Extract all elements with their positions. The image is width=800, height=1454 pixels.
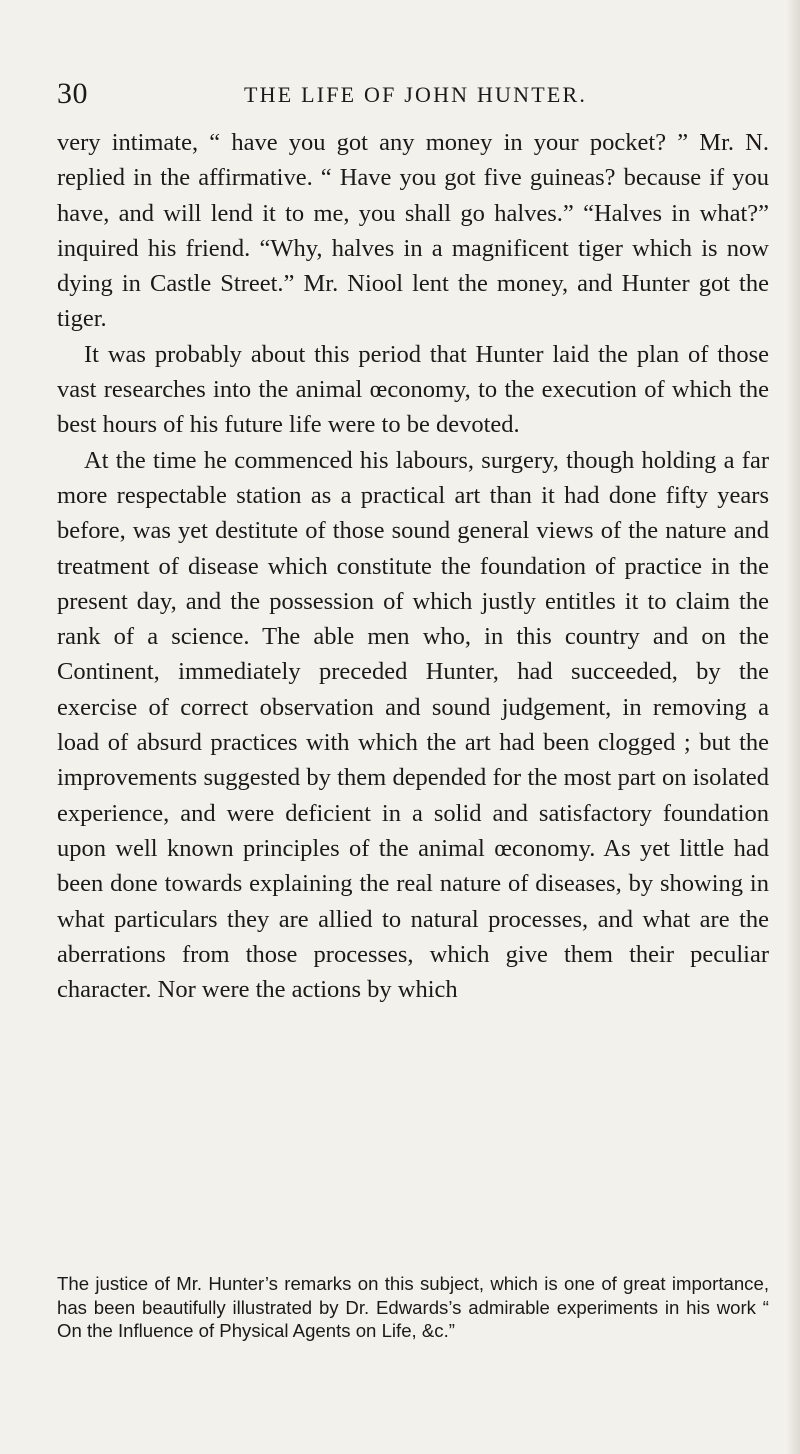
footnote [57, 1272, 769, 1343]
paragraph-researches: It was probably about this period that Hunter laid the plan of those vast researches into the animal œconomy, to the execution of which the best hours of his future life were to be devoted. [57, 340, 769, 439]
running-title: THE LIFE OF JOHN HUNTER. [244, 82, 588, 107]
page-number: 30 [57, 77, 88, 110]
main-text [57, 125, 769, 1007]
page-edge-shadow [786, 0, 800, 1454]
paragraph-continued: very intimate, “ have you got any money in your pocket? ” Mr. N. replied in the affirmative. “ Have you got five guineas? because if you have, and will lend it to me, you shall go halves.” “Halves in what?” inquired his friend. “Why, halves in a magnificent tiger which is now dying in Castle Street.” Mr. Niool lent the money, and Hunter got the tiger. [57, 129, 769, 333]
paragraph-surgery: At the time he commenced his labours, surgery, though holding a far more respectable station as a practical art than it had done fifty years before, was yet destitute of those sound general views of the nature and treatment of disease which constitute the foundation of practice in the present day, and the possession of which justly entitles it to claim the rank of a science. The able men who, in this country and on the Continent, immediately preceded Hunter, had succeeded, by the exercise of correct observation and sound judgement, in removing a load of absurd practices with which the art had been clogged ; but the improvements suggested by them depended for the most part on isolated experience, and were deficient in a solid and satisfactory foundation upon well known principles of the animal œconomy. As yet little had been done towards explaining the real nature of diseases, by showing in what particulars they are allied to natural processes, and what are the aberrations from those processes, which give them their peculiar character. Nor were the actions by which [57, 446, 769, 1004]
footnote-text: The justice of Mr. Hunter’s remarks on this subject, which is one of great importance, has been beautifully illustrated by Dr. Edwards’s admirable experiments in his work “ On the Influence of Physical Agents on Life, &c.” [57, 1273, 769, 1342]
running-header [57, 76, 757, 112]
